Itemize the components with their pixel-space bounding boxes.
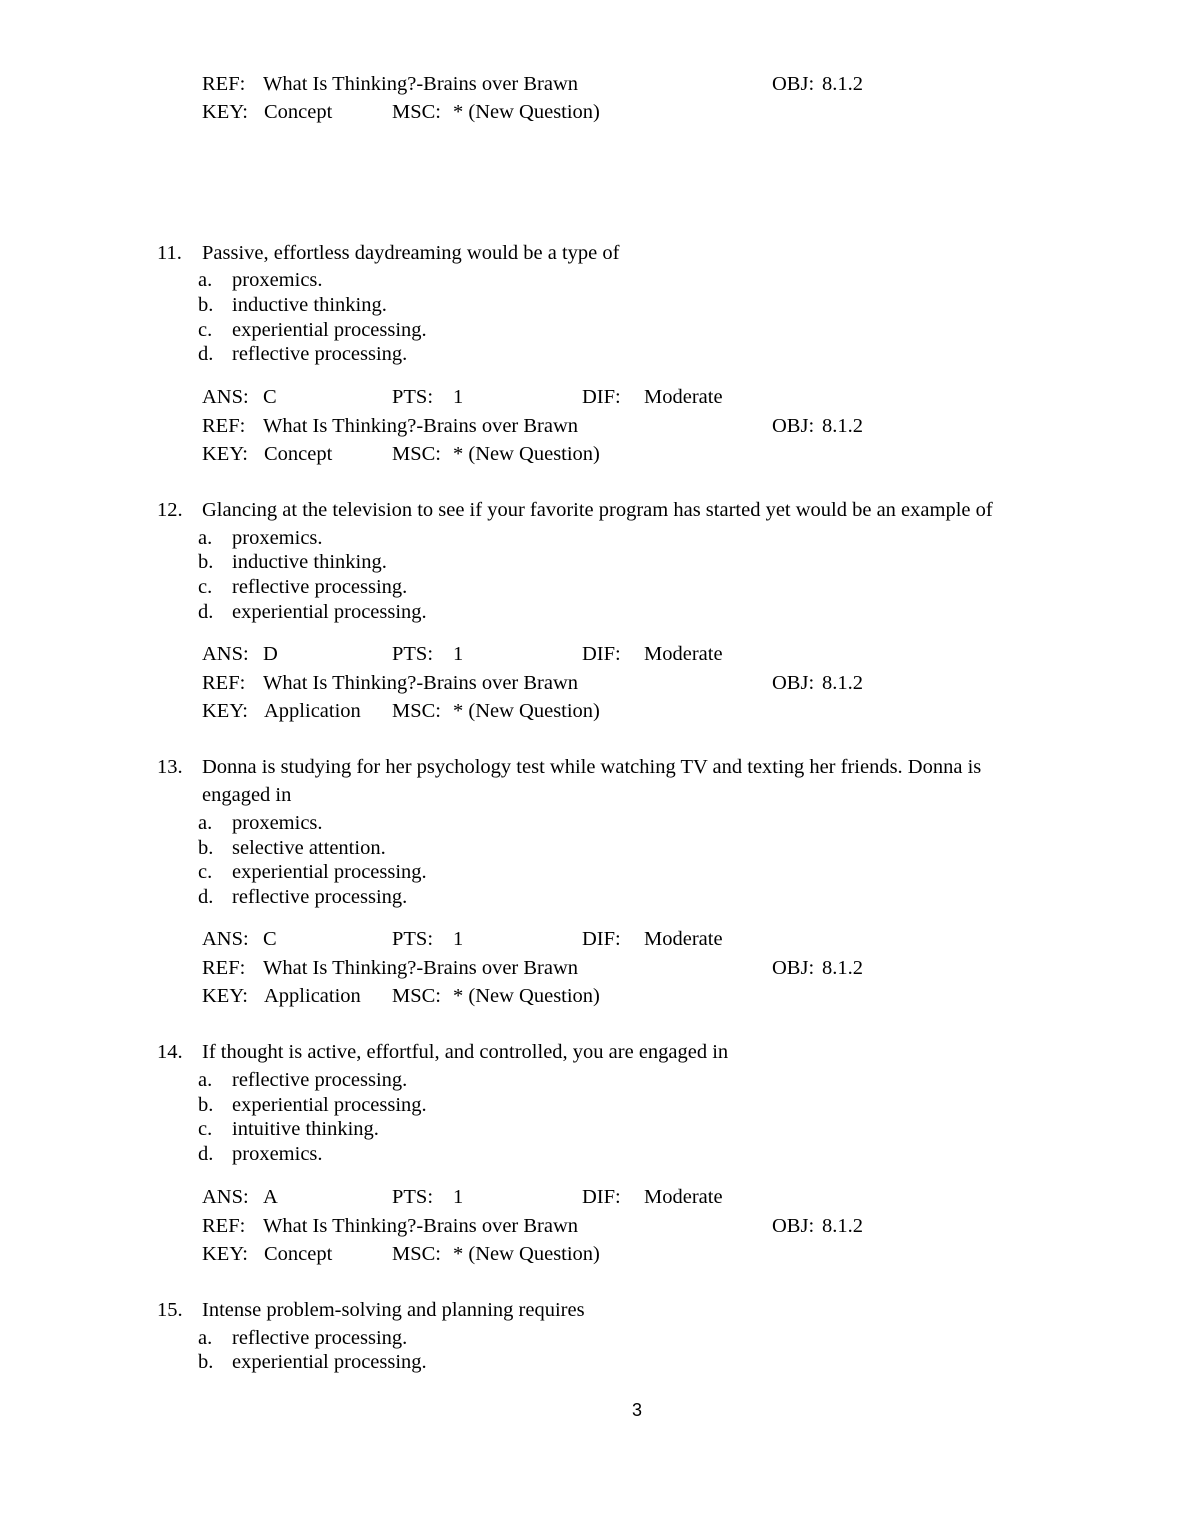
option-letter: b.	[198, 837, 214, 859]
key-value: Concept	[264, 443, 333, 465]
question-stem: Donna is studying for her psychology test while watching TV and texting her friends. Donna is	[202, 756, 982, 778]
question-number: 12.	[157, 499, 183, 521]
key-label: KEY:	[202, 700, 248, 722]
option-text: experiential processing.	[232, 319, 427, 341]
ref-value: What Is Thinking?-Brains over Brawn	[263, 415, 579, 437]
dif-value: Moderate	[644, 928, 723, 950]
msc-label: MSC:	[392, 443, 441, 465]
option-text: selective attention.	[232, 837, 386, 859]
option-letter: c.	[198, 319, 213, 341]
question-stem: Intense problem-solving and planning requires	[202, 1299, 585, 1321]
fragment-key-label: KEY:	[202, 101, 248, 123]
option-text: proxemics.	[232, 527, 323, 549]
dif-label: DIF:	[582, 643, 621, 665]
obj-value: 8.1.2	[822, 1215, 863, 1237]
ans-label: ANS:	[202, 643, 249, 665]
obj-value: 8.1.2	[822, 415, 863, 437]
key-value: Application	[264, 700, 361, 722]
obj-label: OBJ:	[772, 672, 815, 694]
ref-label: REF:	[202, 957, 246, 979]
pts-label: PTS:	[392, 1186, 434, 1208]
pts-value: 1	[453, 386, 464, 408]
option-letter: d.	[198, 886, 214, 908]
question-stem: Passive, effortless daydreaming would be a type of	[202, 242, 620, 264]
option-letter: a.	[198, 269, 213, 291]
option-letter: b.	[198, 294, 214, 316]
question-number: 15.	[157, 1299, 183, 1321]
option-letter: c.	[198, 861, 213, 883]
option-letter: a.	[198, 1069, 213, 1091]
option-text: reflective processing.	[232, 1327, 408, 1349]
option-text: inductive thinking.	[232, 294, 387, 316]
obj-value: 8.1.2	[822, 672, 863, 694]
option-letter: b.	[198, 1094, 214, 1116]
option-letter: b.	[198, 551, 214, 573]
obj-label: OBJ:	[772, 957, 815, 979]
pts-label: PTS:	[392, 928, 434, 950]
ans-value: A	[263, 1186, 278, 1208]
fragment-key-value: Concept	[264, 101, 333, 123]
option-letter: c.	[198, 1118, 213, 1140]
dif-label: DIF:	[582, 928, 621, 950]
ans-value: D	[263, 643, 278, 665]
ref-value: What Is Thinking?-Brains over Brawn	[263, 1215, 579, 1237]
option-text: intuitive thinking.	[232, 1118, 379, 1140]
option-text: reflective processing.	[232, 343, 408, 365]
obj-label: OBJ:	[772, 415, 815, 437]
dif-value: Moderate	[644, 386, 723, 408]
option-text: inductive thinking.	[232, 551, 387, 573]
key-label: KEY:	[202, 443, 248, 465]
question-stem: If thought is active, effortful, and controlled, you are engaged in	[202, 1041, 729, 1063]
ref-label: REF:	[202, 415, 246, 437]
msc-value: * (New Question)	[453, 985, 600, 1007]
question-stem: Glancing at the television to see if your favorite program has started yet would be an example of	[202, 499, 993, 521]
fragment-ref-label: REF:	[202, 73, 246, 95]
fragment-ref-value: What Is Thinking?-Brains over Brawn	[263, 73, 579, 95]
option-text: reflective processing.	[232, 886, 408, 908]
ans-label: ANS:	[202, 928, 249, 950]
option-text: proxemics.	[232, 812, 323, 834]
option-text: experiential processing.	[232, 861, 427, 883]
fragment-obj-value: 8.1.2	[822, 73, 863, 95]
option-letter: a.	[198, 1327, 213, 1349]
pts-value: 1	[453, 928, 464, 950]
option-text: reflective processing.	[232, 1069, 408, 1091]
pts-label: PTS:	[392, 643, 434, 665]
option-letter: a.	[198, 812, 213, 834]
option-text: experiential processing.	[232, 601, 427, 623]
key-label: KEY:	[202, 985, 248, 1007]
page-number: 3	[632, 1400, 643, 1420]
fragment-obj-label: OBJ:	[772, 73, 815, 95]
msc-label: MSC:	[392, 985, 441, 1007]
pts-label: PTS:	[392, 386, 434, 408]
key-value: Application	[264, 985, 361, 1007]
fragment-msc-label: MSC:	[392, 101, 441, 123]
option-letter: d.	[198, 1143, 214, 1165]
key-label: KEY:	[202, 1243, 248, 1265]
msc-value: * (New Question)	[453, 700, 600, 722]
ans-label: ANS:	[202, 386, 249, 408]
question-number: 13.	[157, 756, 183, 778]
option-letter: a.	[198, 527, 213, 549]
msc-value: * (New Question)	[453, 1243, 600, 1265]
msc-value: * (New Question)	[453, 443, 600, 465]
option-text: proxemics.	[232, 269, 323, 291]
dif-label: DIF:	[582, 1186, 621, 1208]
option-letter: b.	[198, 1351, 214, 1373]
option-text: experiential processing.	[232, 1351, 427, 1373]
msc-label: MSC:	[392, 700, 441, 722]
key-value: Concept	[264, 1243, 333, 1265]
fragment-msc-value: * (New Question)	[453, 101, 600, 123]
obj-label: OBJ:	[772, 1215, 815, 1237]
question-stem-line-2: engaged in	[202, 784, 292, 806]
ref-value: What Is Thinking?-Brains over Brawn	[263, 672, 579, 694]
option-text: reflective processing.	[232, 576, 408, 598]
msc-label: MSC:	[392, 1243, 441, 1265]
option-text: proxemics.	[232, 1143, 323, 1165]
option-letter: d.	[198, 343, 214, 365]
pts-value: 1	[453, 1186, 464, 1208]
question-number: 14.	[157, 1041, 183, 1063]
dif-label: DIF:	[582, 386, 621, 408]
ans-value: C	[263, 928, 277, 950]
obj-value: 8.1.2	[822, 957, 863, 979]
ref-value: What Is Thinking?-Brains over Brawn	[263, 957, 579, 979]
ref-label: REF:	[202, 1215, 246, 1237]
option-letter: d.	[198, 601, 214, 623]
option-text: experiential processing.	[232, 1094, 427, 1116]
ref-label: REF:	[202, 672, 246, 694]
option-letter: c.	[198, 576, 213, 598]
ans-label: ANS:	[202, 1186, 249, 1208]
dif-value: Moderate	[644, 643, 723, 665]
dif-value: Moderate	[644, 1186, 723, 1208]
ans-value: C	[263, 386, 277, 408]
pts-value: 1	[453, 643, 464, 665]
question-number: 11.	[157, 242, 182, 264]
